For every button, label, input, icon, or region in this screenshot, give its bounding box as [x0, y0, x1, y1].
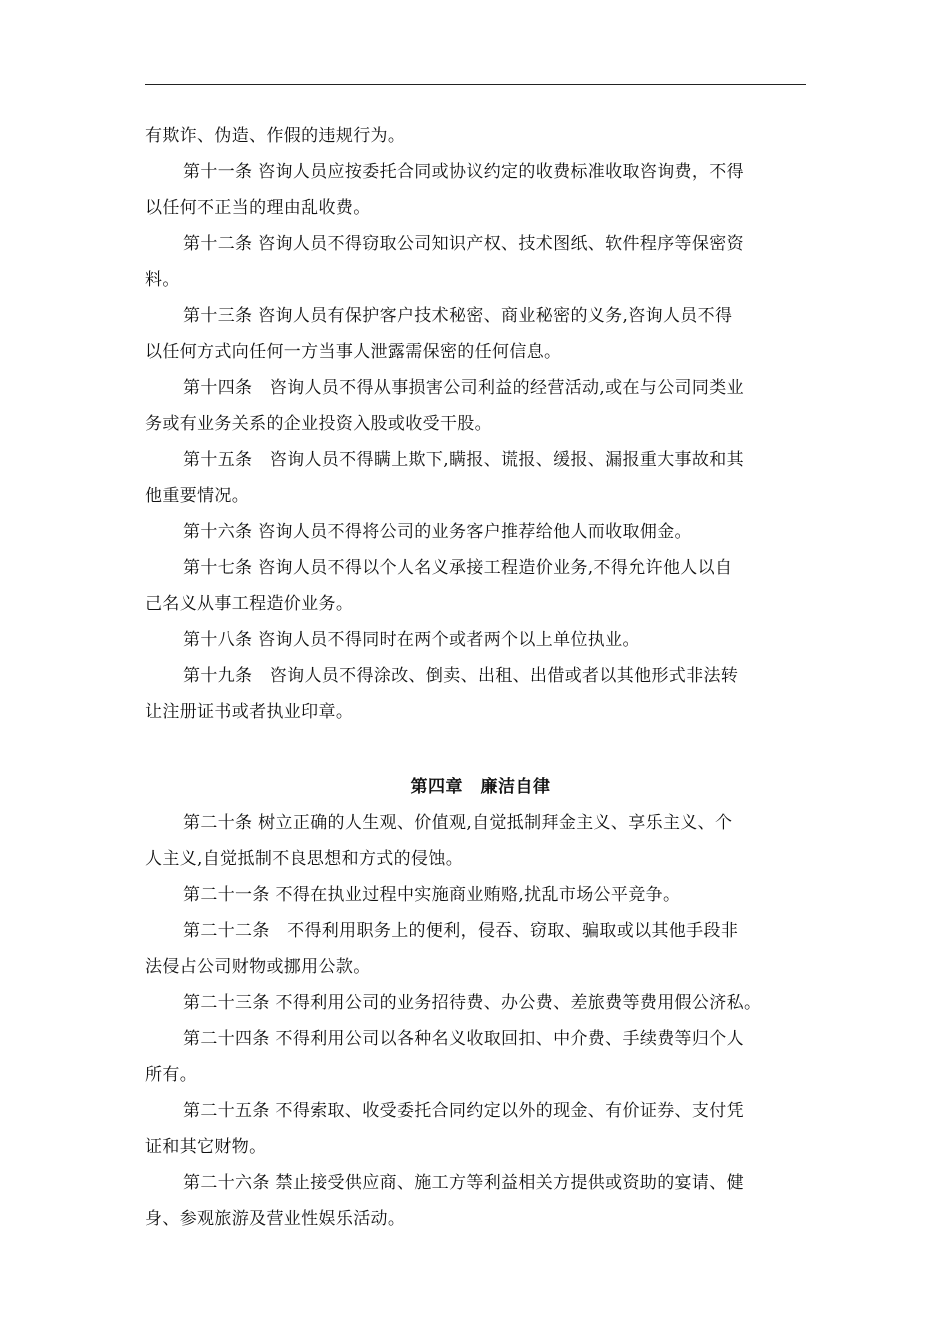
text-line: 让注册证书或者执业印章。 [145, 702, 354, 722]
text-line: 第十九条 咨询人员不得涂改、倒卖、出租、出借或者以其他形式非法转 [183, 666, 739, 686]
text-line: 以任何不正当的理由乱收费。 [145, 198, 371, 218]
text-line: 第二十五条 不得索取、收受委托合同约定以外的现金、有价证券、支付凭 [183, 1101, 744, 1121]
text-line: 他重要情况。 [145, 486, 250, 506]
document-body [145, 118, 806, 1237]
text-line: 第十二条 咨询人员不得窃取公司知识产权、技术图纸、软件程序等保密资 [183, 234, 744, 254]
text-line: 料。 [145, 270, 180, 290]
text-line: 第十四条 咨询人员不得从事损害公司利益的经营活动,或在与公司同类业 [183, 378, 744, 398]
header-rule [145, 84, 806, 85]
text-line: 第二十六条 禁止接受供应商、施工方等利益相关方提供或资助的宴请、健 [183, 1173, 744, 1193]
text-line: 有欺诈、伪造、作假的违规行为。 [145, 126, 406, 146]
section-gap [145, 730, 806, 769]
text-line: 第二十条 树立正确的人生观、价值观,自觉抵制拜金主义、享乐主义、个 [183, 813, 733, 833]
text-line: 第十六条 咨询人员不得将公司的业务客户推荐给他人而收取佣金。 [183, 522, 692, 542]
text-line: 身、参观旅游及营业性娱乐活动。 [145, 1209, 406, 1229]
text-line: 所有。 [145, 1065, 198, 1085]
text-line: 第十三条 咨询人员有保护客户技术秘密、商业秘密的义务,咨询人员不得 [183, 306, 733, 326]
text-line: 第二十四条 不得利用公司以各种名义收取回扣、中介费、手续费等归个人 [183, 1029, 744, 1049]
section-after [145, 805, 806, 1237]
text-line: 第十七条 咨询人员不得以个人名义承接工程造价业务,不得允许他人以自 [183, 558, 733, 578]
text-line: 证和其它财物。 [145, 1137, 267, 1157]
text-line: 第十一条 咨询人员应按委托合同或协议约定的收费标准收取咨询费，不得 [183, 162, 744, 182]
text-line: 法侵占公司财物或挪用公款。 [145, 957, 371, 977]
text-line: 第二十一条 不得在执业过程中实施商业贿赂,扰乱市场公平竞争。 [183, 885, 681, 905]
text-line: 第二十三条 不得利用公司的业务招待费、办公费、差旅费等费用假公济私。 [183, 993, 762, 1013]
text-line: 第二十二条 不得利用职务上的便利，侵吞、窃取、骗取或以其他手段非 [183, 921, 739, 941]
text-line: 务或有业务关系的企业投资入股或收受干股。 [145, 414, 492, 434]
text-line: 人主义,自觉抵制不良思想和方式的侵蚀。 [145, 849, 464, 869]
text-line: 第十八条 咨询人员不得同时在两个或者两个以上单位执业。 [183, 630, 640, 650]
chapter-title: 第四章 廉洁自律 [410, 777, 551, 797]
section-before [145, 118, 806, 730]
text-line: 己名义从事工程造价业务。 [145, 594, 354, 614]
text-line: 以任何方式向任何一方当事人泄露需保密的任何信息。 [145, 342, 562, 362]
text-line: 第十五条 咨询人员不得瞒上欺下,瞒报、谎报、缓报、漏报重大事故和其 [183, 450, 744, 470]
